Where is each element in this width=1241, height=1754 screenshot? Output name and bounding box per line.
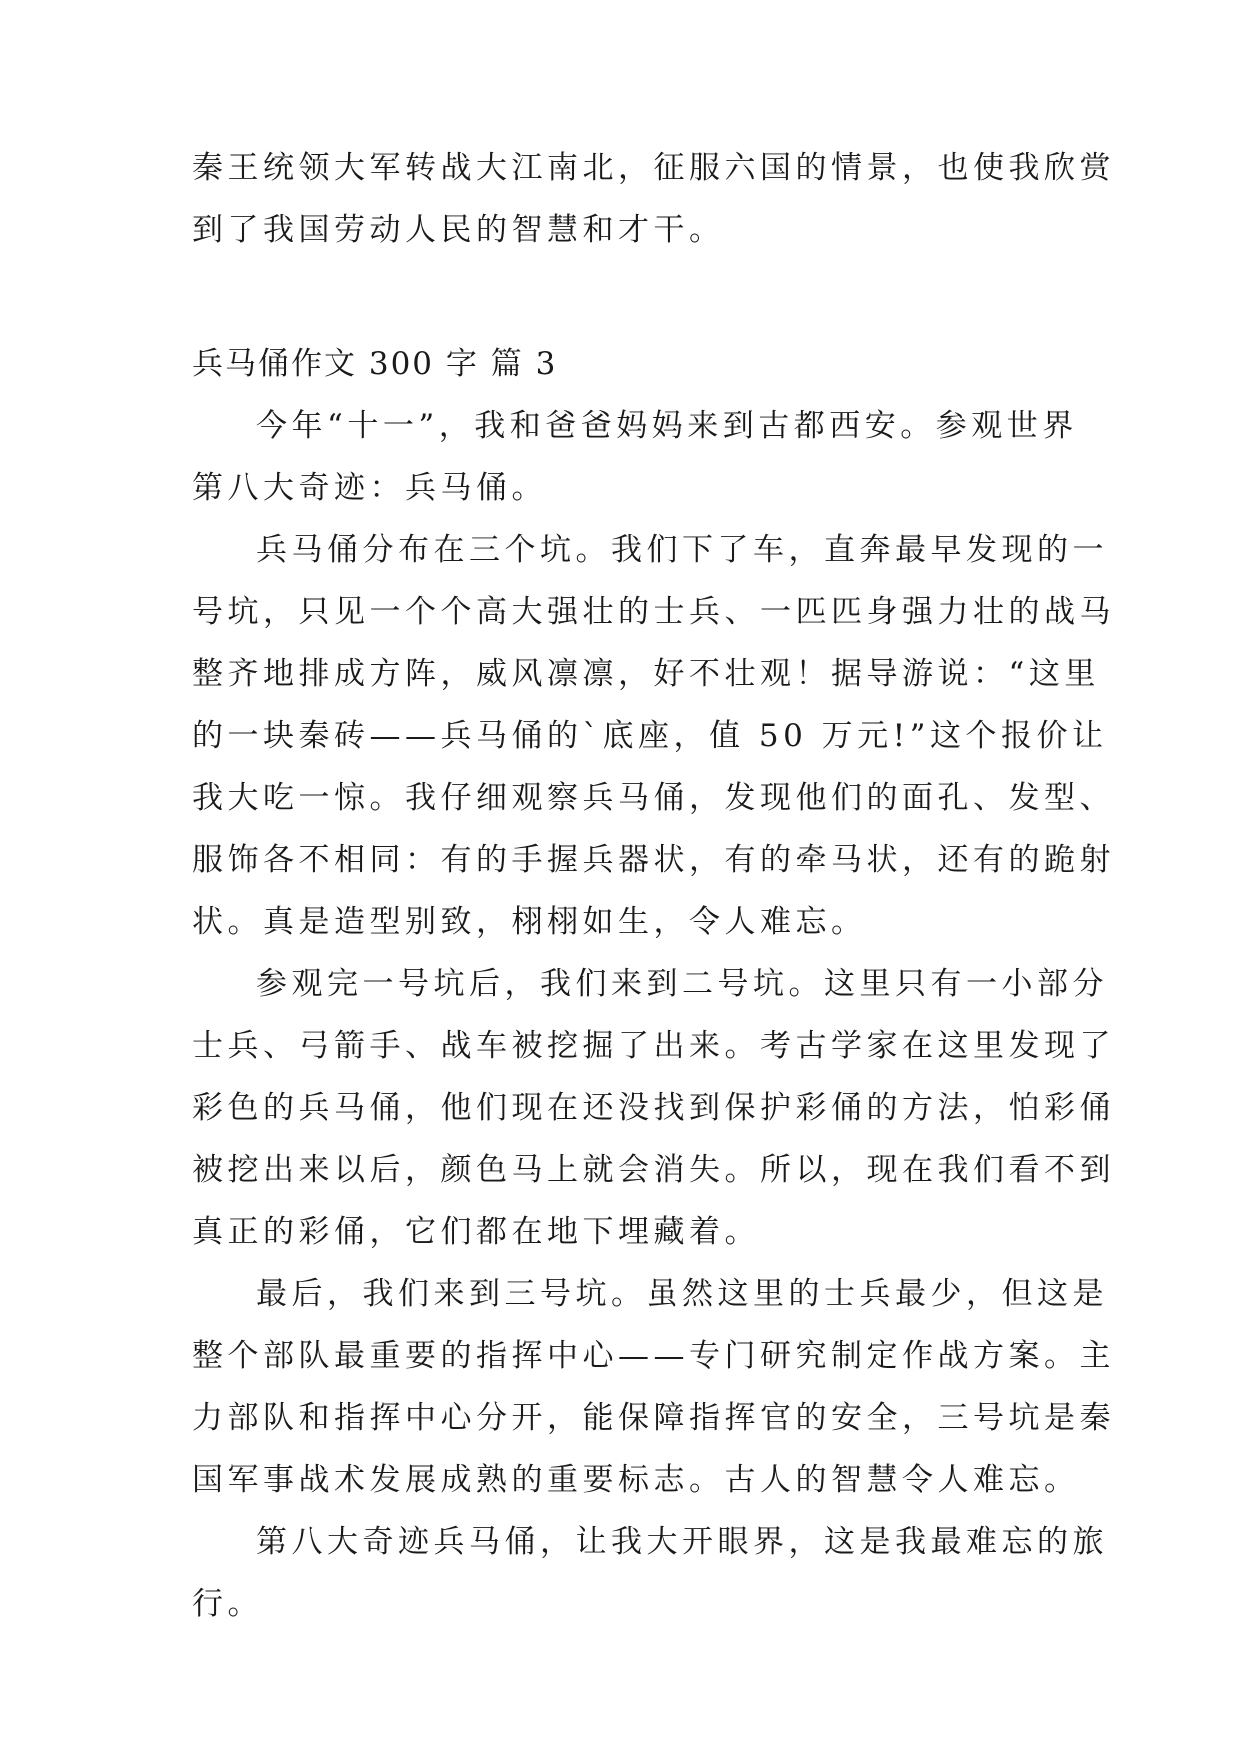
- paragraph-line: 最后，我们来到三号坑。虽然这里的士兵最少，但这是: [256, 1276, 1108, 1312]
- paragraph-5: [192, 1511, 1108, 1635]
- paragraph-1: [192, 395, 1078, 519]
- paragraph-line: 到了我国劳动人民的智慧和才干。: [192, 212, 725, 248]
- paragraph-line: 号坑，只见一个个高大强壮的士兵、一匹匹身强力壮的战马: [192, 594, 1115, 630]
- paragraph-line: 第八大奇迹兵马俑，让我大开眼界，这是我最难忘的旅: [256, 1524, 1108, 1560]
- paragraph-line: 兵马俑分布在三个坑。我们下了车，直奔最早发现的一: [256, 532, 1108, 568]
- paragraph-line: 今年“十一”，我和爸爸妈妈来到古都西安。参观世界: [256, 408, 1078, 444]
- paragraph-line: 真正的彩俑，它们都在地下埋藏着。: [192, 1214, 760, 1250]
- paragraph-line: 的一块秦砖——兵马俑的`底座，值 50 万元!”这个报价让: [192, 718, 1108, 754]
- paragraph-line: 彩色的兵马俑，他们现在还没找到保护彩俑的方法，怕彩俑: [192, 1090, 1115, 1126]
- paragraph-line: 被挖出来以后，颜色马上就会消失。所以，现在我们看不到: [192, 1152, 1115, 1188]
- paragraph-line: 第八大奇迹：兵马俑。: [192, 470, 547, 506]
- paragraph-line: 状。真是造型别致，栩栩如生，令人难忘。: [192, 904, 867, 940]
- paragraph-line: 整齐地排成方阵，威风凛凛，好不壮观！据导游说：“这里: [192, 656, 1100, 692]
- continued-paragraph: [192, 137, 1115, 261]
- paragraph-line: 士兵、弓箭手、战车被挖掘了出来。考古学家在这里发现了: [192, 1028, 1115, 1064]
- paragraph-4: [192, 1263, 1115, 1511]
- section-heading: 兵马俑作文 300 字 篇 3: [192, 346, 558, 382]
- paragraph-line: 力部队和指挥中心分开，能保障指挥官的安全，三号坑是秦: [192, 1400, 1115, 1436]
- paragraph-3: [192, 953, 1115, 1263]
- paragraph-2: [192, 519, 1115, 953]
- paragraph-line: 秦王统领大军转战大江南北，征服六国的情景，也使我欣赏: [192, 150, 1115, 186]
- paragraph-line: 我大吃一惊。我仔细观察兵马俑，发现他们的面孔、发型、: [192, 780, 1115, 816]
- paragraph-line: 服饰各不相同：有的手握兵器状，有的牵马状，还有的跪射: [192, 842, 1115, 878]
- paragraph-line: 国军事战术发展成熟的重要标志。古人的智慧令人难忘。: [192, 1462, 1080, 1498]
- paragraph-line: 整个部队最重要的指挥中心——专门研究制定作战方案。主: [192, 1338, 1115, 1374]
- paragraph-line: 行。: [192, 1586, 263, 1622]
- paragraph-line: 参观完一号坑后，我们来到二号坑。这里只有一小部分: [256, 966, 1108, 1002]
